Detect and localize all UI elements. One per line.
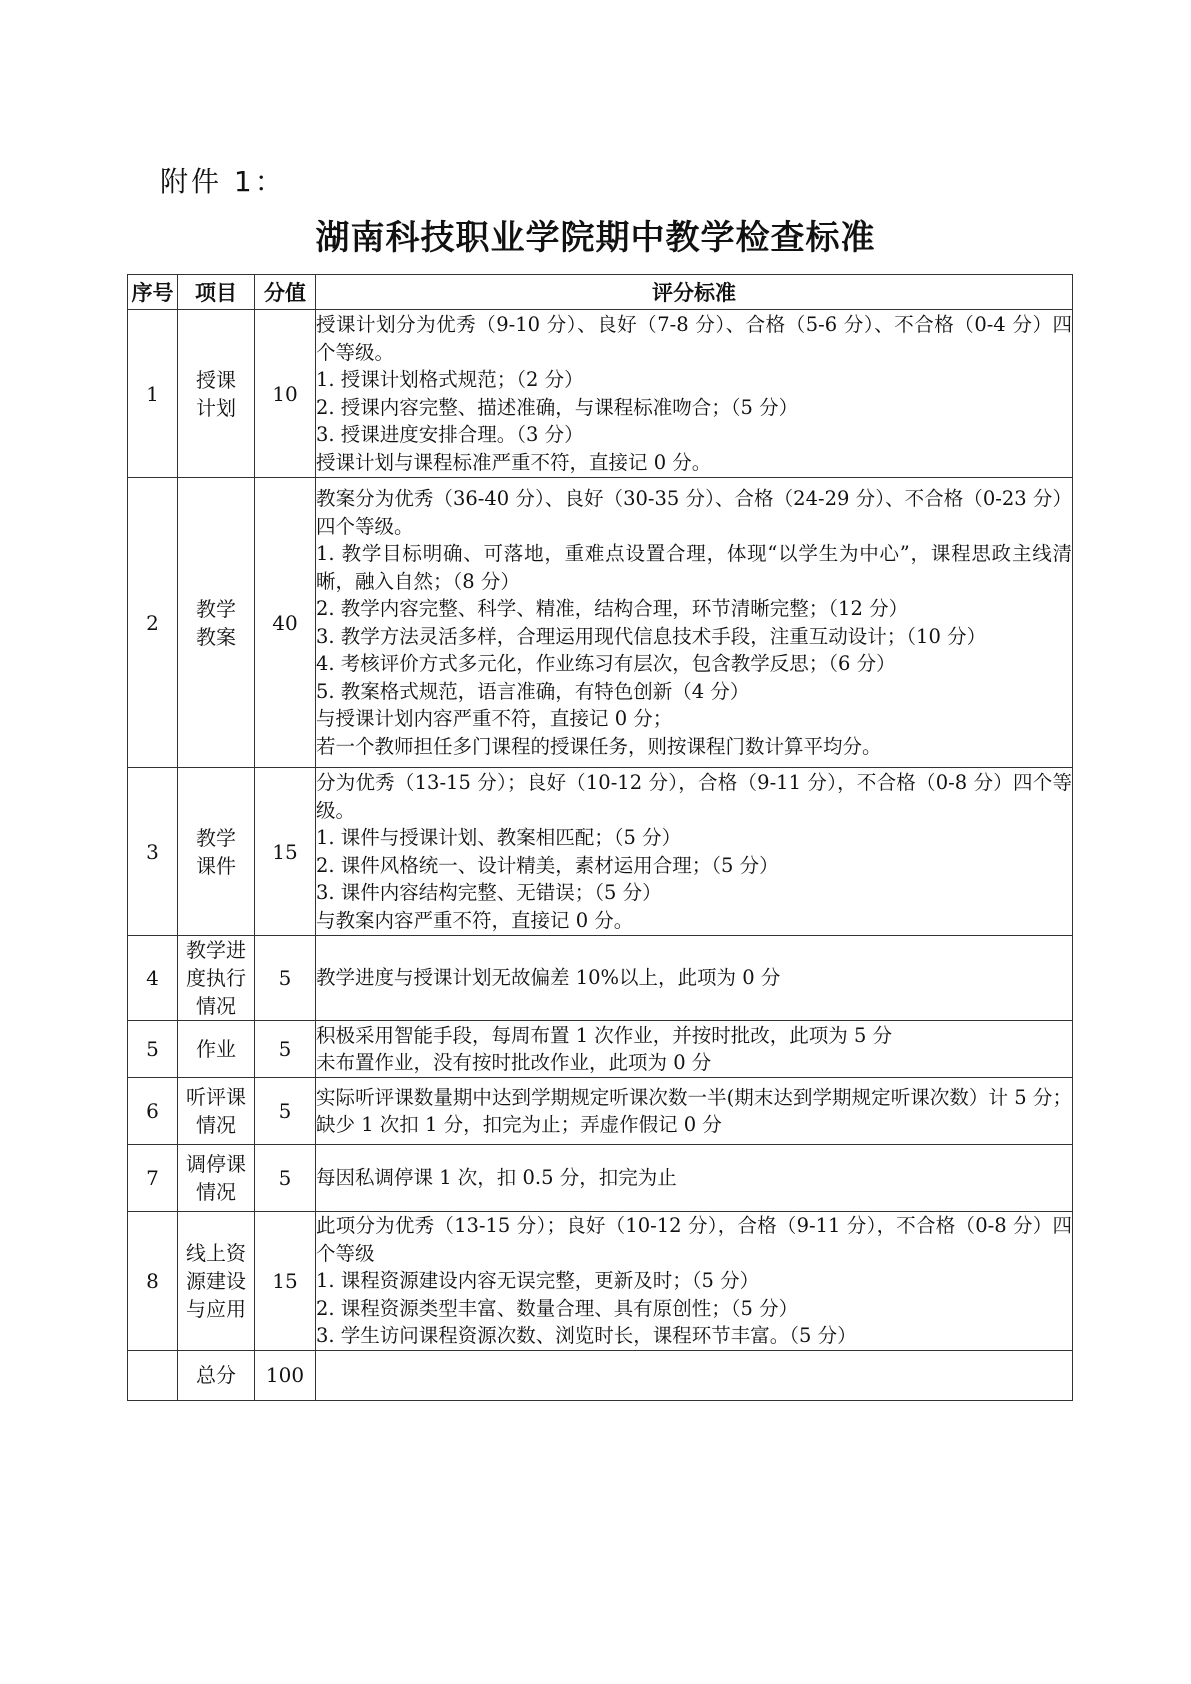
table-row <box>128 1078 1073 1145</box>
row-score: 5 <box>255 936 316 1021</box>
row-number: 6 <box>128 1078 178 1145</box>
row-number <box>128 1350 178 1400</box>
header-no: 序号 <box>128 275 178 310</box>
header-item: 项目 <box>178 275 255 310</box>
row-criteria <box>316 1078 1073 1145</box>
row-item: 听评课情况 <box>178 1078 255 1145</box>
criteria-line: 1. 课程资源建设内容无误完整，更新及时；（5 分） <box>316 1269 760 1292</box>
row-item: 调停课情况 <box>178 1145 255 1212</box>
table-row <box>128 1350 1073 1400</box>
criteria-line: 教案分为优秀（36-40 分）、良好（30-35 分）、合格（24-29 分）、不合格（0-23 分）四个等级。 <box>316 487 1072 538</box>
criteria-line: 若一个教师担任多门课程的授课任务，则按课程门数计算平均分。 <box>316 734 882 758</box>
criteria-line: 每因私调停课 1 次，扣 0.5 分，扣完为止 <box>316 1166 677 1190</box>
row-criteria <box>316 1021 1073 1078</box>
criteria-line: 1. 教学目标明确、可落地，重难点设置合理，体现“以学生为中心”，课程思政主线清晰，融入自然；（8 分） <box>316 542 1072 593</box>
row-number: 7 <box>128 1145 178 1212</box>
row-score: 10 <box>255 310 316 478</box>
table-row <box>128 1145 1073 1212</box>
table-row <box>128 1212 1073 1351</box>
criteria-line: 2. 授课内容完整、描述准确，与课程标准吻合；（5 分） <box>316 395 799 419</box>
row-score: 15 <box>255 768 316 936</box>
attachment-label: 附件 1： <box>160 165 286 198</box>
criteria-line: 4. 考核评价方式多元化，作业练习有层次，包含教学反思；（6 分） <box>316 652 896 675</box>
table-row <box>128 1021 1073 1078</box>
criteria-line: 此项分为优秀（13-15 分）；良好（10-12 分），合格（9-11 分），不合格（0-8 分）四个等级 <box>316 1214 1072 1265</box>
row-item: 教学进度执行情况 <box>178 936 255 1021</box>
row-number: 3 <box>128 768 178 936</box>
criteria-line: 2. 教学内容完整、科学、精准，结构合理，环节清晰完整；（12 分） <box>316 597 909 620</box>
row-criteria <box>316 478 1073 768</box>
table-row <box>128 936 1073 1021</box>
row-number: 1 <box>128 310 178 478</box>
row-criteria <box>316 936 1073 1021</box>
criteria-line: 3. 学生访问课程资源次数、浏览时长，课程环节丰富。（5 分） <box>316 1324 857 1347</box>
row-score: 5 <box>255 1021 316 1078</box>
row-number: 4 <box>128 936 178 1021</box>
row-number: 2 <box>128 478 178 768</box>
criteria-line: 3. 教学方法灵活多样，合理运用现代信息技术手段，注重互动设计；（10 分） <box>316 624 987 648</box>
row-item: 作业 <box>178 1021 255 1078</box>
criteria-line: 授课计划分为优秀（9-10 分）、良好（7-8 分）、合格（5-6 分）、不合格（0-4 分）四个等级。 <box>316 313 1072 364</box>
row-number: 5 <box>128 1021 178 1078</box>
criteria-line: 2. 课程资源类型丰富、数量合理、具有原创性；（5 分） <box>316 1296 799 1320</box>
row-criteria <box>316 1212 1073 1351</box>
criteria-line: 2. 课件风格统一、设计精美，素材运用合理；（5 分） <box>316 853 779 877</box>
criteria-line: 3. 授课进度安排合理。（3 分） <box>316 423 584 446</box>
criteria-table <box>127 274 1073 1401</box>
row-item: 授课计划 <box>178 310 255 478</box>
criteria-line: 5. 教案格式规范，语言准确，有特色创新（4 分） <box>316 679 750 703</box>
row-item: 总分 <box>178 1350 255 1400</box>
row-score: 5 <box>255 1078 316 1145</box>
criteria-line: 实际听评课数量期中达到学期规定听课次数一半(期末达到学期规定听课次数）计 5 分；缺少 1 次扣 1 分，扣完为止；弄虚作假记 0 分 <box>316 1085 1072 1136</box>
page-title: 湖南科技职业学院期中教学检查标准 <box>315 218 876 258</box>
criteria-line: 教学进度与授课计划无故偏差 10%以上，此项为 0 分 <box>316 966 781 990</box>
row-score: 100 <box>255 1350 316 1400</box>
header-criteria: 评分标准 <box>316 275 1073 310</box>
criteria-line: 1. 课件与授课计划、教案相匹配；（5 分） <box>316 826 682 849</box>
criteria-line: 未布置作业，没有按时批改作业，此项为 0 分 <box>316 1051 712 1074</box>
criteria-line: 3. 课件内容结构完整、无错误；（5 分） <box>316 881 662 904</box>
row-item: 教学课件 <box>178 768 255 936</box>
table-row <box>128 768 1073 936</box>
table-row <box>128 310 1073 478</box>
criteria-line: 授课计划与课程标准严重不符，直接记 0 分。 <box>316 450 712 474</box>
row-criteria <box>316 1350 1073 1400</box>
row-item: 线上资源建设与应用 <box>178 1212 255 1351</box>
criteria-line: 1. 授课计划格式规范；（2 分） <box>316 368 584 391</box>
criteria-line: 与授课计划内容严重不符，直接记 0 分； <box>316 707 673 730</box>
row-criteria <box>316 768 1073 936</box>
header-score: 分值 <box>255 275 316 310</box>
table-header-row <box>128 275 1073 310</box>
table-row <box>128 478 1073 768</box>
criteria-line: 积极采用智能手段，每周布置 1 次作业，并按时批改，此项为 5 分 <box>316 1023 893 1047</box>
row-item: 教学教案 <box>178 478 255 768</box>
row-criteria <box>316 310 1073 478</box>
criteria-line: 与教案内容严重不符，直接记 0 分。 <box>316 908 634 932</box>
row-score: 5 <box>255 1145 316 1212</box>
row-score: 40 <box>255 478 316 768</box>
row-criteria <box>316 1145 1073 1212</box>
row-score: 15 <box>255 1212 316 1351</box>
row-number: 8 <box>128 1212 178 1351</box>
criteria-line: 分为优秀（13-15 分）；良好（10-12 分），合格（9-11 分），不合格（0-8 分）四个等级。 <box>316 771 1072 822</box>
